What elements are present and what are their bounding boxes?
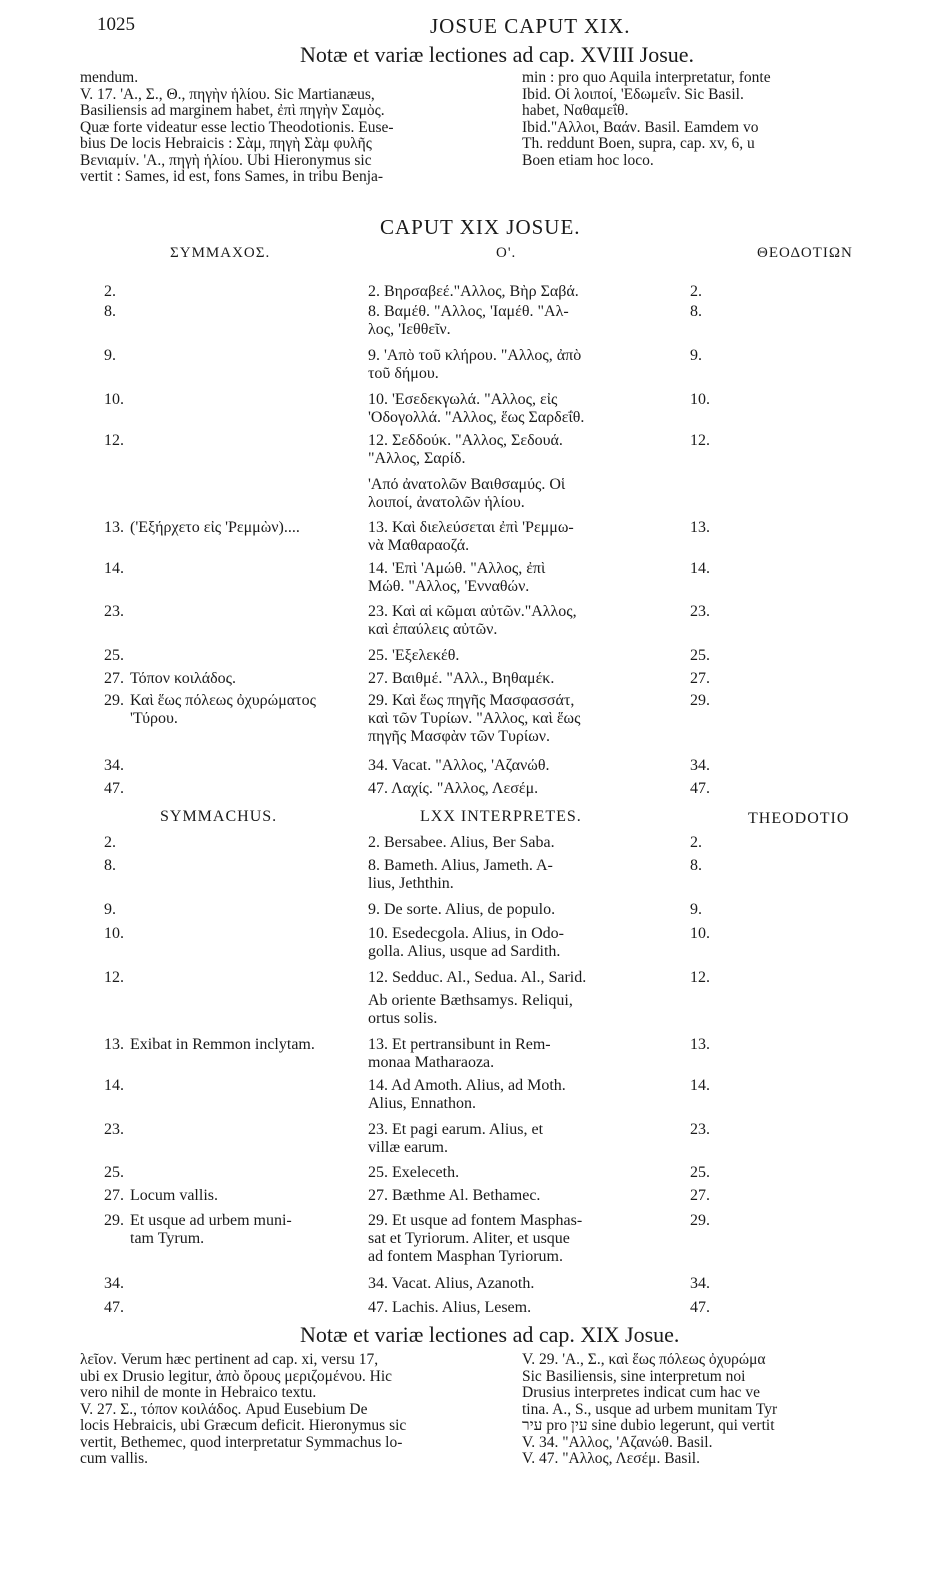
lxx-reading: 14. 'Επὶ 'Αμώθ. "Αλλος, ἐπὶ Μώθ. "Αλλος, 'Ενναθών. bbox=[368, 560, 546, 595]
symmachus-verse-number: 13. bbox=[104, 1036, 124, 1053]
notes-bottom-left: λεῖον. Verum hæc pertinent ad cap. xi, versu 17, ubi ex Drusio legitur, ἀπὸ ὄρους μεριζομένου. Hic vero nihil de monte in Hebraico textu. V. 27. Σ., τόπον κοιλάδος. Apud Eusebium De locis Hebraicis, ubi Græcum deficit. Hieronymus sic vertit, Bethemec, quod interpretatur Symmachus lo- cum vallis. bbox=[80, 1351, 407, 1467]
lxx-reading: 14. Ad Amoth. Alius, ad Moth. Alius, Ennathon. bbox=[368, 1077, 566, 1112]
theodotion-verse-number: 10. bbox=[690, 391, 710, 408]
theodotion-verse-number: 10. bbox=[690, 925, 710, 942]
theodotion-verse-number: 12. bbox=[690, 969, 710, 986]
chapter-title: CAPUT XIX JOSUE. bbox=[380, 215, 581, 239]
notes-bottom-title: Notæ et variæ lectiones ad cap. XIX Josue. bbox=[300, 1322, 680, 1347]
symmachus-verse-number: 25. bbox=[104, 1164, 124, 1181]
symmachus-verse-number: 14. bbox=[104, 560, 124, 577]
symmachus-verse-number: 10. bbox=[104, 391, 124, 408]
theodotion-verse-number: 8. bbox=[690, 303, 702, 320]
theodotion-verse-number: 14. bbox=[690, 560, 710, 577]
page-number: 1025 bbox=[97, 14, 135, 35]
symmachus-verse-number: 13. bbox=[104, 519, 124, 536]
lxx-reading: Ab oriente Bæthsamys. Reliqui, ortus solis. bbox=[368, 992, 573, 1027]
lxx-reading: 47. Λαχίς. "Αλλος, Λεσέμ. bbox=[368, 780, 539, 797]
symmachus-verse-number: 12. bbox=[104, 969, 124, 986]
lxx-reading: 12. Σεδδούκ. "Αλλος, Σεδουά. "Αλλος, Σαρίδ. bbox=[368, 432, 563, 467]
symmachus-verse-number: 34. bbox=[104, 757, 124, 774]
theodotion-verse-number: 47. bbox=[690, 780, 710, 797]
theodotion-verse-number: 27. bbox=[690, 670, 710, 687]
symmachus-verse-number: 23. bbox=[104, 603, 124, 620]
greek-header-theodotion: ΘΕΟΔΟΤΙΩΝ bbox=[757, 245, 853, 261]
symmachus-verse-number: 34. bbox=[104, 1275, 124, 1292]
symmachus-verse-number: 23. bbox=[104, 1121, 124, 1138]
theodotion-verse-number: 2. bbox=[690, 283, 702, 300]
symmachus-verse-number: 2. bbox=[104, 834, 116, 851]
lxx-reading: 27. Βαιθμέ. "Αλλ., Βηθαμέκ. bbox=[368, 670, 555, 687]
symmachus-verse-number: 47. bbox=[104, 780, 124, 797]
symmachus-verse-number: 25. bbox=[104, 647, 124, 664]
symmachus-verse-number: 8. bbox=[104, 303, 116, 320]
lxx-reading: 27. Bæthme Al. Bethamec. bbox=[368, 1187, 541, 1204]
lxx-reading: 10. 'Εσεδεκγωλά. "Αλλος, εἰς 'Οδογολλά. "Αλλος, ἕως Σαρδεΐθ. bbox=[368, 391, 585, 426]
theodotion-verse-number: 9. bbox=[690, 901, 702, 918]
theodotion-verse-number: 29. bbox=[690, 692, 710, 709]
symmachus-reading: Τόπον κοιλάδος. bbox=[130, 670, 237, 687]
greek-header-lxx: Ο'. bbox=[496, 245, 517, 261]
lxx-reading: 34. Vacat. "Αλλος, 'Αζανώθ. bbox=[368, 757, 550, 774]
theodotion-verse-number: 25. bbox=[690, 647, 710, 664]
theodotion-verse-number: 47. bbox=[690, 1299, 710, 1316]
lxx-reading: 29. Καὶ ἕως πηγῆς Μασφασσάτ, καὶ τῶν Τυρίων. "Αλλος, καὶ ἕως πηγῆς Μασφὰν τῶν Τυρίων. bbox=[368, 692, 581, 745]
theodotion-verse-number: 25. bbox=[690, 1164, 710, 1181]
notes-bottom-right: V. 29. 'Α., Σ., καὶ ἕως πόλεως ὀχυρώμα Sic Basiliensis, sine interpretum noi Drusius interpretes indicat cum hac ve tina. A., S., usque ad urbem munitam Tyr עיר pro עין sine dubio legerunt, qui vertit V. 34. "Αλλος, 'Αζανώθ. Basil. V. 47. "Αλλος, Λεσέμ. Basil. bbox=[522, 1351, 778, 1467]
theodotion-verse-number: 27. bbox=[690, 1187, 710, 1204]
theodotion-verse-number: 8. bbox=[690, 857, 702, 874]
symmachus-verse-number: 29. bbox=[104, 692, 124, 709]
lxx-reading: 2. Βηρσαβεέ."Αλλος, Βὴρ Σαβά. bbox=[368, 283, 579, 300]
theodotion-verse-number: 13. bbox=[690, 519, 710, 536]
theodotion-verse-number: 13. bbox=[690, 1036, 710, 1053]
symmachus-reading: ('Εξήρχετο εἰς 'Ρεμμὼν).... bbox=[130, 519, 300, 536]
lxx-reading: 9. 'Απὸ τοῦ κλήρου. "Αλλος, ἀπὸ τοῦ δήμου. bbox=[368, 347, 582, 382]
theodotion-verse-number: 34. bbox=[690, 1275, 710, 1292]
theodotion-verse-number: 12. bbox=[690, 432, 710, 449]
symmachus-verse-number: 9. bbox=[104, 347, 116, 364]
notes-top-right: min : pro quo Aquila interpretatur, fonte Ibid. Οἱ λοιποί, 'Εδωμεΐν. Sic Basil. habet, Ναθαμεΐθ. Ibid."Αλλοι, Βαάν. Basil. Eamdem vo Th. reddunt Boen, supra, cap. xv, 6, u Boen etiam hoc loco. bbox=[522, 69, 771, 169]
theodotion-verse-number: 9. bbox=[690, 347, 702, 364]
symmachus-verse-number: 29. bbox=[104, 1212, 124, 1229]
theodotion-verse-number: 2. bbox=[690, 834, 702, 851]
theodotion-verse-number: 23. bbox=[690, 1121, 710, 1138]
lxx-reading: 23. Et pagi earum. Alius, et villæ earum. bbox=[368, 1121, 544, 1156]
lxx-reading: 9. De sorte. Alius, de populo. bbox=[368, 901, 556, 918]
lxx-reading: 12. Sedduc. Al., Sedua. Al., Sarid. bbox=[368, 969, 587, 986]
symmachus-verse-number: 27. bbox=[104, 670, 124, 687]
lxx-reading: 'Από ἀνατολῶν Βαιθσαμύς. Οἱ λοιποί, ἀνατολῶν ἡλίου. bbox=[368, 476, 566, 511]
lxx-reading: 29. Et usque ad fontem Masphas- sat et Tyriorum. Aliter, et usque ad fontem Masphan Tyriorum. bbox=[368, 1212, 583, 1265]
running-title: JOSUE CAPUT XIX. bbox=[430, 14, 631, 38]
lxx-reading: 25. 'Εξελεκέθ. bbox=[368, 647, 460, 664]
latin-header-lxx: LXX INTERPRETES. bbox=[420, 808, 582, 825]
symmachus-reading: Et usque ad urbem muni- tam Tyrum. bbox=[130, 1212, 292, 1247]
symmachus-verse-number: 2. bbox=[104, 283, 116, 300]
lxx-reading: 8. Bameth. Alius, Jameth. A- lius, Jeththin. bbox=[368, 857, 553, 892]
symmachus-verse-number: 14. bbox=[104, 1077, 124, 1094]
symmachus-verse-number: 12. bbox=[104, 432, 124, 449]
symmachus-verse-number: 47. bbox=[104, 1299, 124, 1316]
lxx-reading: 8. Βαμέθ. "Αλλος, 'Ιαμέθ. "Αλ- λος, 'Ιεθθεῖν. bbox=[368, 303, 569, 338]
lxx-reading: 10. Esedecgola. Alius, in Odo- golla. Alius, usque ad Sardith. bbox=[368, 925, 564, 960]
theodotion-verse-number: 34. bbox=[690, 757, 710, 774]
greek-header-symmachus: ΣΥΜΜΑΧΟΣ. bbox=[170, 245, 271, 261]
notes-top-title: Notæ et variæ lectiones ad cap. XVIII Josue. bbox=[300, 42, 695, 67]
lxx-reading: 13. Et pertransibunt in Rem- monaa Matharaoza. bbox=[368, 1036, 551, 1071]
lxx-reading: 47. Lachis. Alius, Lesem. bbox=[368, 1299, 532, 1316]
symmachus-verse-number: 27. bbox=[104, 1187, 124, 1204]
latin-header-theodotion: THEODOTIO bbox=[748, 810, 850, 827]
lxx-reading: 25. Exeleceth. bbox=[368, 1164, 460, 1181]
lxx-reading: 2. Bersabee. Alius, Ber Saba. bbox=[368, 834, 555, 851]
symmachus-verse-number: 10. bbox=[104, 925, 124, 942]
symmachus-reading: Locum vallis. bbox=[130, 1187, 218, 1204]
notes-top-left: mendum. V. 17. 'Α., Σ., Θ., πηγὴν ἡλίου. Sic Martianæus, Basiliensis ad marginem habet, ἐπὶ πηγὴν Σαμὸς. Quæ forte videatur esse lectio Theodotionis. Euse- bius De locis Hebraicis : Σὰμ, πηγὴ Σὰμ φυλῆς Βενιαμίν. 'Α., πηγὴ ἡλίου. Ubi Hieronymus sic vertit : Sames, id est, fons Sames, in tribu Benja- bbox=[80, 69, 394, 185]
latin-header-symmachus: SYMMACHUS. bbox=[160, 808, 278, 825]
symmachus-reading: Καὶ ἕως πόλεως ὀχυρώματος 'Τύρου. bbox=[130, 692, 316, 727]
theodotion-verse-number: 14. bbox=[690, 1077, 710, 1094]
lxx-reading: 34. Vacat. Alius, Azanoth. bbox=[368, 1275, 535, 1292]
symmachus-verse-number: 8. bbox=[104, 857, 116, 874]
lxx-reading: 13. Καὶ διελεύσεται ἐπὶ 'Ρεμμω- νὰ Μαθαραοζά. bbox=[368, 519, 574, 554]
symmachus-reading: Exibat in Remmon inclytam. bbox=[130, 1036, 315, 1053]
lxx-reading: 23. Καὶ αἱ κῶμαι αὐτῶν."Αλλος, καὶ ἐπαύλεις αὐτῶν. bbox=[368, 603, 577, 638]
symmachus-verse-number: 9. bbox=[104, 901, 116, 918]
theodotion-verse-number: 29. bbox=[690, 1212, 710, 1229]
theodotion-verse-number: 23. bbox=[690, 603, 710, 620]
